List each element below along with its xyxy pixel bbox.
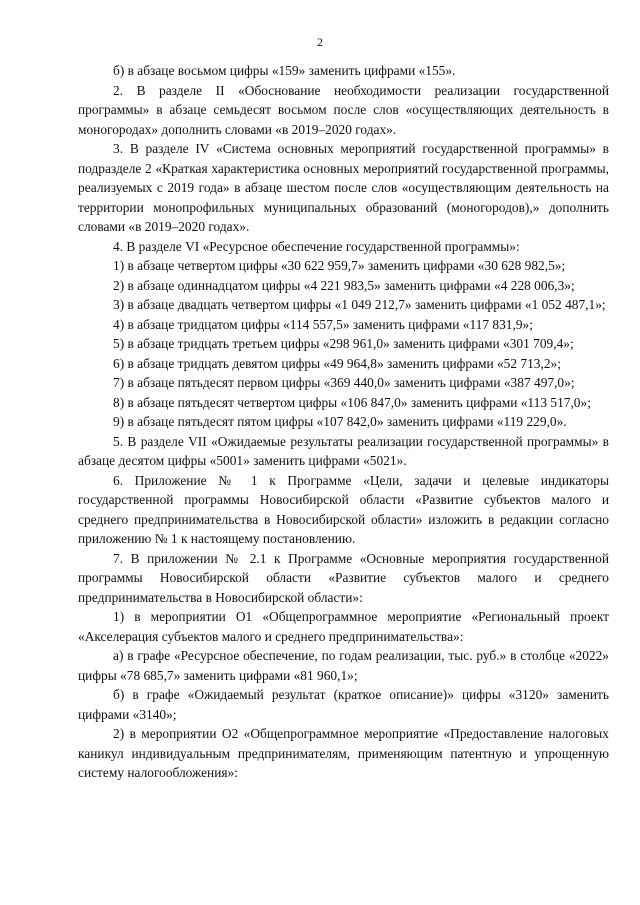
list-item-4-9: 9) в абзаце пятьдесят пятом цифры «107 842,0» заменить цифрами «119 229,0».: [113, 414, 567, 429]
paragraph-3-section-iv: 3. В разделе IV «Система основных мероприятий государственной программы» в подразделе 2 «Краткая характеристика основных мероприятий государственной программы, реализуемых с 2019 года» в абзаце шестом после слов «осуществляющим деятельность на территории монопрофильных муниципальных образований (моногородов),» дополнить словами «в 2019–2020 годах».: [78, 141, 609, 234]
list-item-7-1-b: б) в графе «Ожидаемый результат (краткое описание)» цифры «3120» заменить цифрами «3140»;: [78, 687, 609, 722]
paragraph-6-appendix-1: 6. Приложение № 1 к Программе «Цели, задачи и целевые индикаторы государственной программы Новосибирской области «Развитие субъектов малого и среднего предпринимательства в Новосибирской области» изложить в редакции согласно приложению № 1 к настоящему постановлению.: [78, 472, 609, 546]
paragraph-4-section-vi: 4. В разделе VI «Ресурсное обеспечение государственной программы»:: [113, 238, 520, 254]
list-item-4-1: 1) в абзаце четвертом цифры «30 622 959,7» заменить цифрами «30 628 982,5»;: [113, 258, 566, 273]
list-item-4-3: 3) в абзаце двадцать четвертом цифры «1 049 212,7» заменить цифрами «1 052 487,1»;: [113, 297, 606, 312]
list-item-4-6: 6) в абзаце тридцать девятом цифры «49 964,8» заменить цифрами «52 713,2»;: [113, 355, 561, 371]
paragraph-7-appendix-2-1: 7. В приложении № 2.1 к Программе «Основные мероприятия государственной программы Новосибирской области «Развитие субъектов малого и среднего предпринимательства в Новосибирской области»:: [78, 550, 609, 605]
list-item-4-7: 7) в абзаце пятьдесят первом цифры «369 440,0» заменить цифрами «387 497,0»;: [113, 375, 575, 390]
paragraph-2-section-ii: 2. В разделе II «Обоснование необходимости реализации государственной программы» в абзаце семьдесят восьмом после слов «осуществляющих деятельность в моногородах» дополнить словами «в 2019–2020 годах».: [78, 82, 609, 137]
list-item-7-1-a: а) в графе «Ресурсное обеспечение, по годам реализации, тыс. руб.» в столбце «2022» цифры «78 685,7» заменить цифрами «81 960,1»;: [78, 648, 609, 683]
document-body: [78, 61, 609, 783]
page-number: 2: [317, 35, 323, 49]
list-item-7-1: 1) в мероприятии О1 «Общепрограммное мероприятие «Региональный проект «Акселерация субъектов малого и среднего предпринимательства»:: [78, 609, 609, 644]
list-item-7-2: 2) в мероприятии О2 «Общепрограммное мероприятие «Предоставление налоговых каникул индивидуальным предпринимателям, применяющим патентную и упрощенную систему налогообложения»:: [78, 726, 609, 780]
paragraph-1b-section8: б) в абзаце восьмом цифры «159» заменить цифрами «155».: [113, 63, 456, 78]
list-item-4-4: 4) в абзаце тридцатом цифры «114 557,5» заменить цифрами «117 831,9»;: [113, 316, 533, 332]
list-item-4-5: 5) в абзаце тридцать третьем цифры «298 961,0» заменить цифрами «301 709,4»;: [113, 336, 574, 351]
list-item-4-8: 8) в абзаце пятьдесят четвертом цифры «106 847,0» заменить цифрами «113 517,0»;: [113, 394, 591, 410]
list-item-4-2: 2) в абзаце одиннадцатом цифры «4 221 983,5» заменить цифрами «4 228 006,3»;: [113, 277, 575, 293]
paragraph-5-section-vii: 5. В разделе VII «Ожидаемые результаты реализации государственной программы» в абзаце десятом цифры «5001» заменить цифрами «5021».: [78, 433, 609, 468]
